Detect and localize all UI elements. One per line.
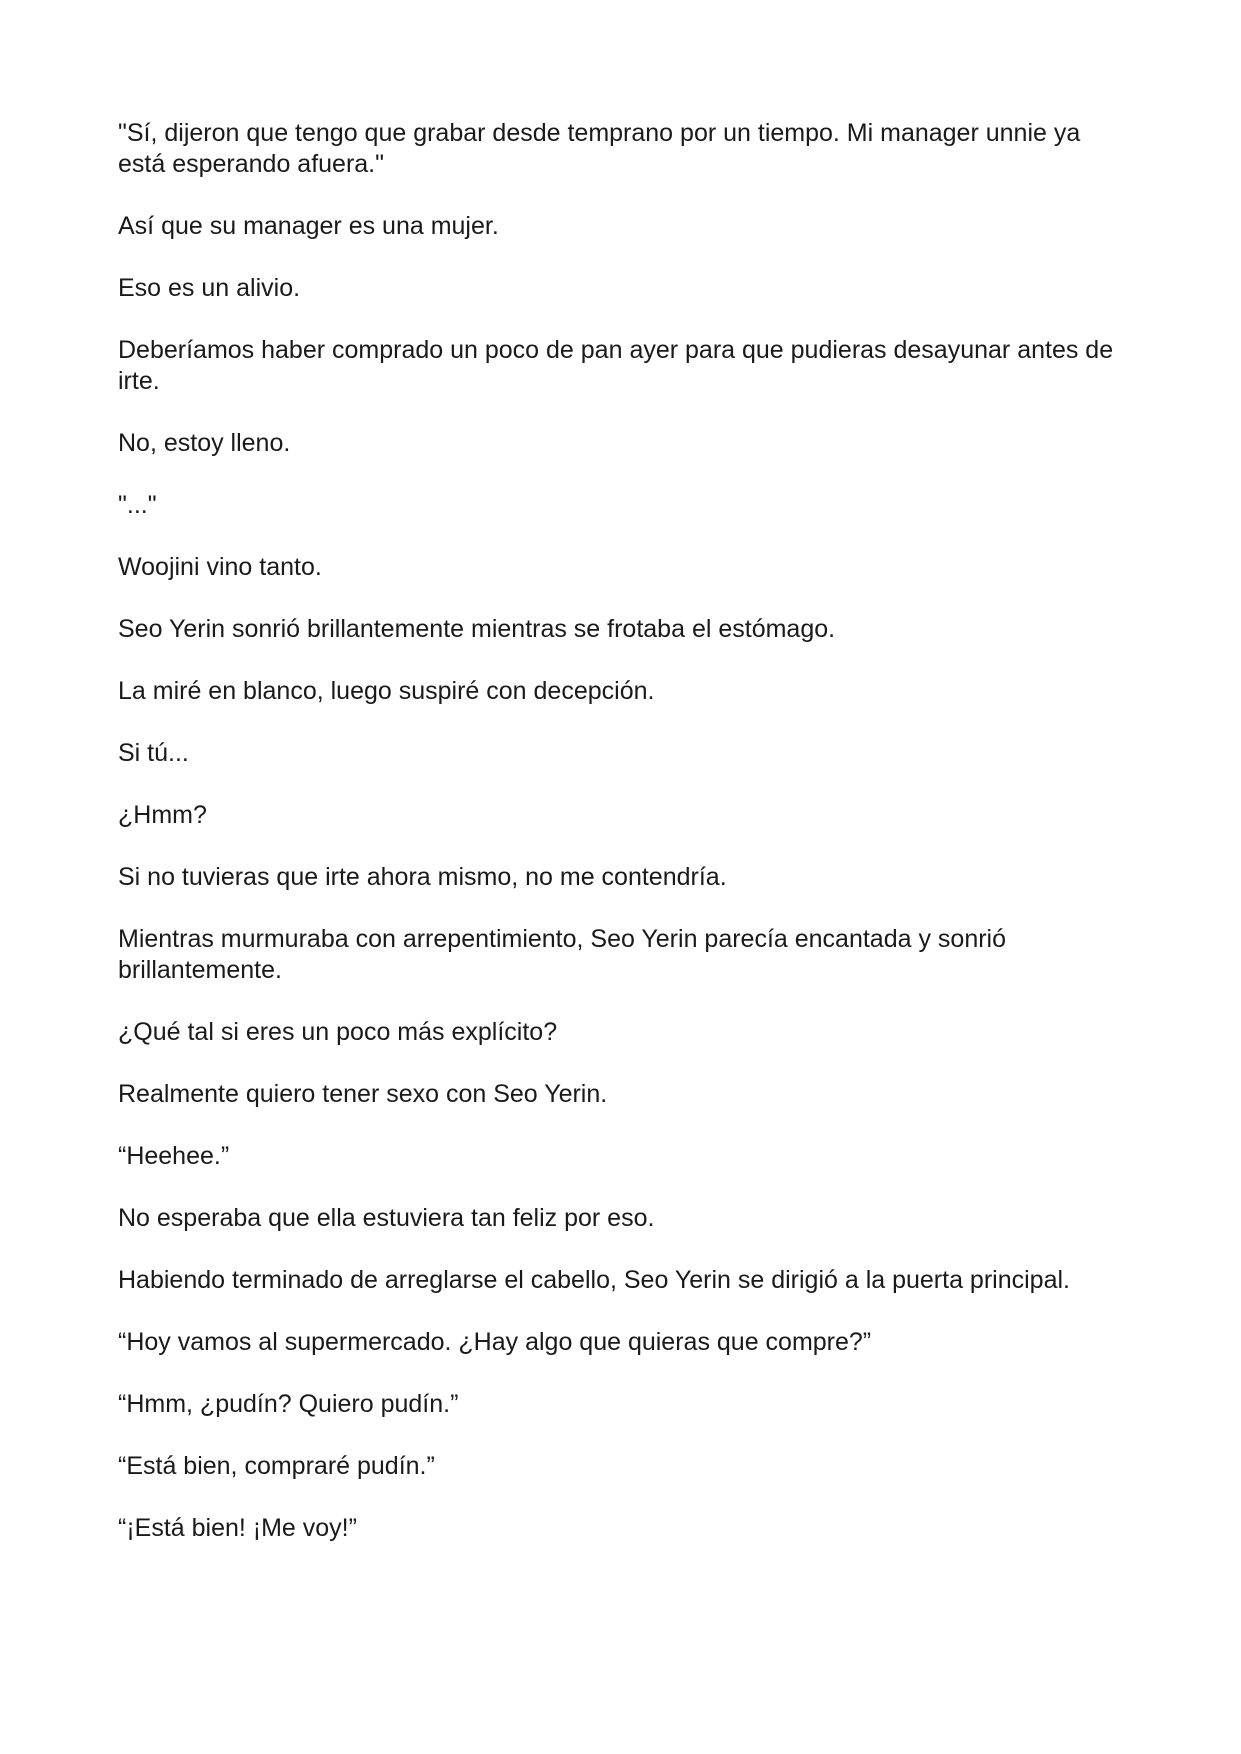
paragraph: “Hoy vamos al supermercado. ¿Hay algo que quieras que compre?”	[118, 1328, 872, 1356]
paragraph: Woojini vino tanto.	[118, 553, 322, 581]
paragraph: Seo Yerin sonrió brillantemente mientras se frotaba el estómago.	[118, 615, 836, 643]
paragraph: No, estoy lleno.	[118, 429, 291, 457]
paragraph: Deberíamos haber comprado un poco de pan ayer para que pudieras desayunar antes de irte.	[118, 336, 1121, 395]
paragraph: Eso es un alivio.	[118, 274, 301, 302]
paragraph: ¿Hmm?	[118, 801, 207, 829]
paragraph: "Sí, dijeron que tengo que grabar desde temprano por un tiempo. Mi manager unnie ya está esperando afuera."	[118, 119, 1088, 178]
paragraph: ¿Qué tal si eres un poco más explícito?	[118, 1018, 558, 1046]
paragraph: “¡Está bien! ¡Me voy!”	[118, 1514, 357, 1542]
paragraph: “Está bien, compraré pudín.”	[118, 1452, 435, 1480]
paragraph: Realmente quiero tener sexo con Seo Yerin.	[118, 1080, 608, 1108]
paragraph: Si no tuvieras que irte ahora mismo, no me contendría.	[118, 863, 727, 891]
paragraph: “Hmm, ¿pudín? Quiero pudín.”	[118, 1390, 459, 1418]
paragraph: Mientras murmuraba con arrepentimiento, Seo Yerin parecía encantada y sonrió brillantemente.	[118, 925, 1013, 984]
paragraph: Así que su manager es una mujer.	[118, 212, 499, 240]
paragraph: Si tú...	[118, 739, 189, 767]
body-text	[118, 118, 1128, 1575]
paragraph: Habiendo terminado de arreglarse el cabello, Seo Yerin se dirigió a la puerta principal.	[118, 1266, 1070, 1294]
paragraph: La miré en blanco, luego suspiré con decepción.	[118, 677, 655, 705]
paragraph: “Heehee.”	[118, 1142, 230, 1170]
paragraph: "..."	[118, 491, 157, 519]
paragraph: No esperaba que ella estuviera tan feliz por eso.	[118, 1204, 655, 1232]
